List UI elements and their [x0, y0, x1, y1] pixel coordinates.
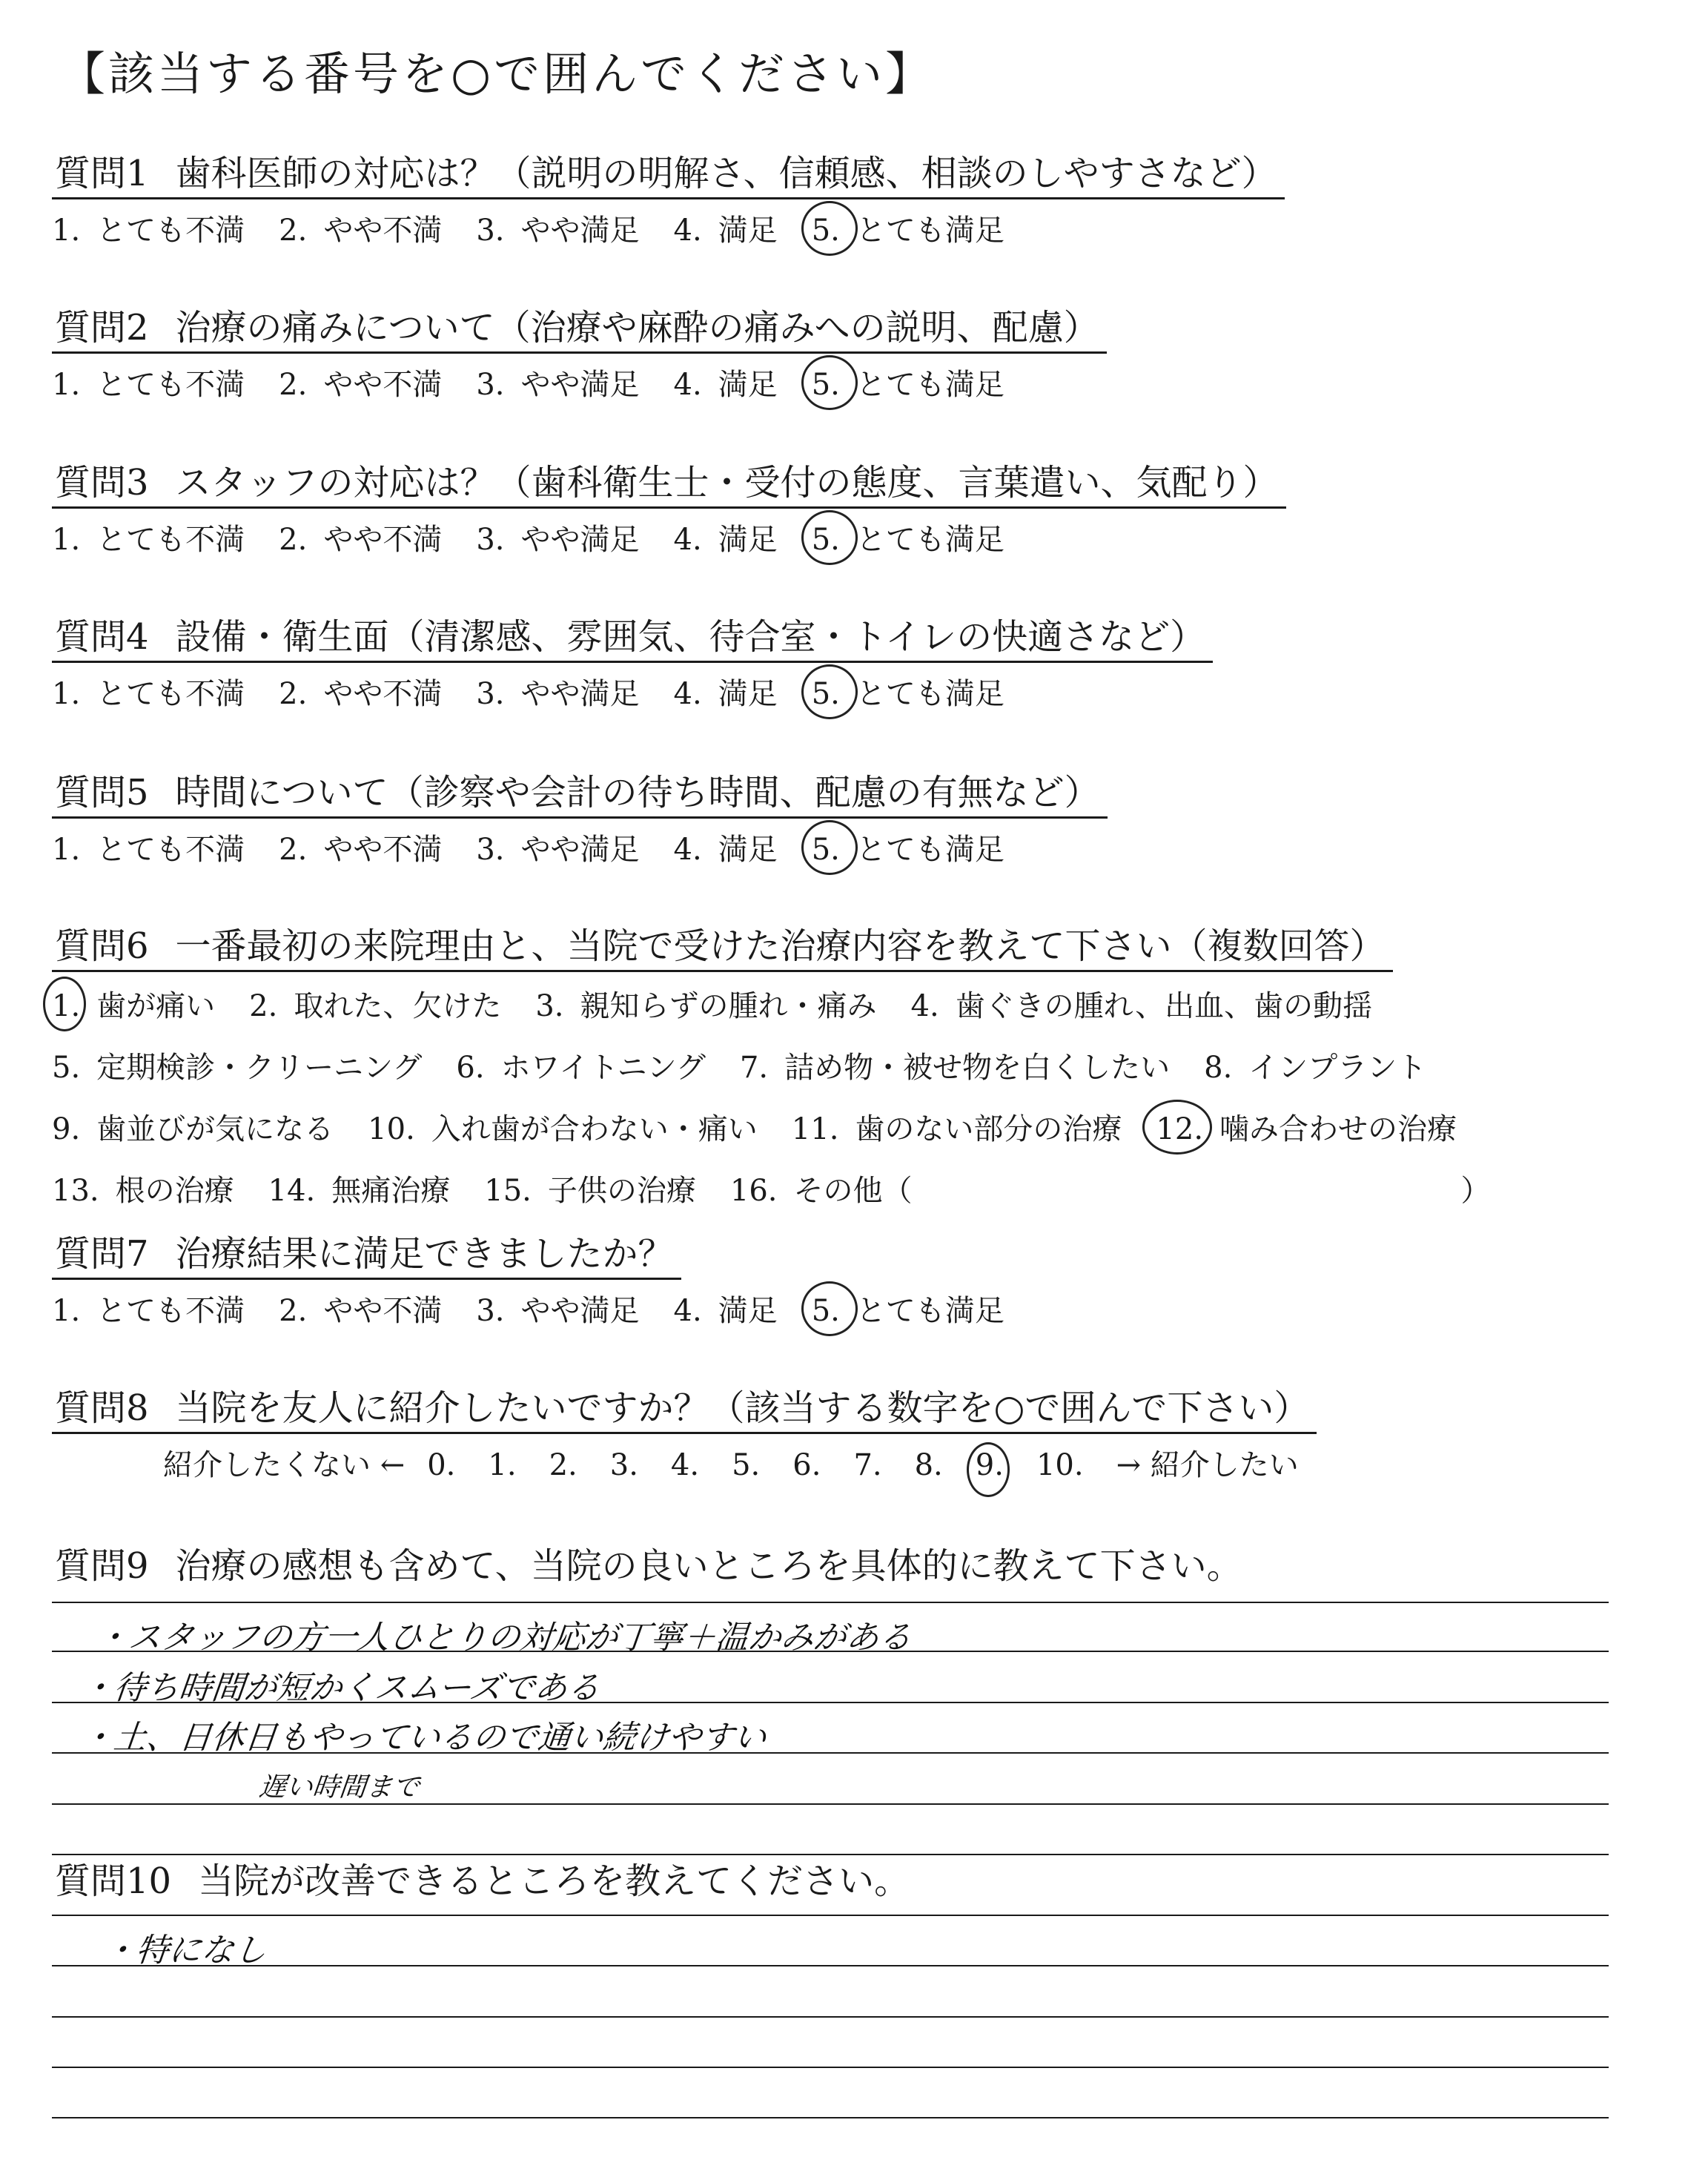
nps-scale — [163, 1441, 1321, 1484]
option-1[interactable]: 1. とても不満 — [52, 368, 245, 402]
options — [52, 207, 1285, 249]
option-7[interactable]: 7. 詰め物・被せ物を白くしたい — [739, 1051, 1171, 1085]
question-text: 一番最初の来院理由と、当院で受けた治療内容を教えて下さい（複数回答） — [175, 925, 1386, 967]
handwritten-answer: ・スタッフの方一人ひとりの対応が丁寧＋温かみがある — [93, 1619, 914, 1657]
option-5-selected[interactable]: 5. とても満足 — [811, 1294, 1004, 1328]
question-text: 治療結果に満足できましたか？ — [175, 1233, 674, 1275]
option-16[interactable]: 16. その他（ ） — [730, 1167, 1491, 1209]
options — [52, 1287, 1039, 1330]
options — [52, 516, 1286, 558]
question-number: 質問7 — [55, 1233, 149, 1275]
option-4[interactable]: 4. 満足 — [673, 214, 778, 248]
score-0[interactable]: 0. — [427, 1448, 456, 1482]
question-10 — [52, 1852, 917, 1905]
answer-line — [52, 2067, 1609, 2068]
question-number: 質問4 — [55, 616, 149, 658]
option-5-selected[interactable]: 5. とても満足 — [811, 523, 1004, 557]
option-2[interactable]: 2. やや不満 — [279, 1294, 443, 1328]
option-2[interactable]: 2. 取れた、欠けた — [249, 989, 502, 1023]
question-number: 質問3 — [55, 462, 149, 503]
score-4[interactable]: 4. — [670, 1448, 700, 1482]
option-4[interactable]: 4. 満足 — [673, 368, 778, 402]
option-4[interactable]: 4. 歯ぐきの腫れ、出血、歯の動揺 — [910, 989, 1373, 1023]
option-2[interactable]: 2. やや不満 — [279, 833, 443, 867]
option-8[interactable]: 8. インプラント — [1204, 1051, 1427, 1085]
question-text: スタッフの対応は？（歯科衛生士・受付の態度、言葉遣い、気配り） — [175, 462, 1279, 503]
option-11[interactable]: 11. 歯のない部分の治療 — [791, 1112, 1122, 1146]
score-7[interactable]: 7. — [853, 1448, 882, 1482]
question-text: 当院が改善できるところを教えてください。 — [198, 1860, 910, 1902]
score-9-selected[interactable]: 9. — [975, 1448, 1004, 1482]
question-number: 質問2 — [55, 307, 149, 349]
options — [52, 826, 1108, 868]
option-2[interactable]: 2. やや不満 — [279, 523, 443, 557]
option-10[interactable]: 10. 入れ歯が合わない・痛い — [368, 1112, 758, 1146]
options — [52, 361, 1107, 403]
question-4 — [52, 608, 1213, 713]
answer-line — [52, 2117, 1609, 2118]
option-15[interactable]: 15. 子供の治療 — [484, 1174, 696, 1208]
option-3[interactable]: 3. やや満足 — [476, 523, 640, 557]
option-2[interactable]: 2. やや不満 — [279, 368, 443, 402]
page-title: 【該当する番号を○で囲んでください】 — [59, 47, 935, 101]
option-1[interactable]: 1. とても不満 — [52, 1294, 245, 1328]
score-3[interactable]: 3. — [609, 1448, 638, 1482]
option-13[interactable]: 13. 根の治療 — [52, 1174, 234, 1208]
option-5[interactable]: 5. 定期検診・クリーニング — [52, 1051, 423, 1085]
option-5-selected[interactable]: 5. とても満足 — [811, 833, 1004, 867]
score-2[interactable]: 2. — [549, 1448, 577, 1482]
scale-low-label: 紹介したくない ← — [163, 1448, 406, 1482]
option-1[interactable]: 1. とても不満 — [52, 677, 245, 711]
option-9[interactable]: 9. 歯並びが気になる — [52, 1112, 334, 1146]
question-text: 歯科医師の対応は？（説明の明解さ、信頼感、相談のしやすさなど） — [175, 153, 1277, 194]
option-6[interactable]: 6. ホワイトニング — [456, 1051, 706, 1085]
options — [52, 982, 1525, 1209]
option-4[interactable]: 4. 満足 — [673, 833, 778, 867]
option-4[interactable]: 4. 満足 — [673, 523, 778, 557]
question-text: 設備・衛生面（清潔感、雰囲気、待合室・トイレの快適さなど） — [175, 616, 1206, 658]
question-number: 質問1 — [55, 153, 149, 194]
scale-high-label: → 紹介したい — [1116, 1448, 1299, 1482]
question-6 — [52, 917, 1525, 1229]
answer-line — [52, 2016, 1609, 2018]
options — [52, 670, 1213, 713]
question-text: 当院を友人に紹介したいですか？（該当する数字を○で囲んで下さい） — [175, 1387, 1310, 1429]
option-1[interactable]: 1. とても不満 — [52, 833, 245, 867]
question-9 — [52, 1537, 1250, 1590]
question-3 — [52, 454, 1286, 558]
option-2[interactable]: 2. やや不満 — [279, 214, 443, 248]
answer-line — [52, 1915, 1609, 1916]
score-6[interactable]: 6. — [792, 1448, 821, 1482]
option-5-selected[interactable]: 5. とても満足 — [811, 214, 1004, 248]
question-text: 時間について（診察や会計の待ち時間、配慮の有無など） — [175, 772, 1100, 813]
question-7 — [52, 1225, 1039, 1330]
option-12-selected[interactable]: 12. 噛み合わせの治療 — [1156, 1112, 1457, 1146]
option-5-selected[interactable]: 5. とても満足 — [811, 368, 1004, 402]
option-3[interactable]: 3. やや満足 — [476, 677, 640, 711]
option-5-selected[interactable]: 5. とても満足 — [811, 677, 1004, 711]
option-3[interactable]: 3. 親知らずの腫れ・痛み — [535, 989, 877, 1023]
score-8[interactable]: 8. — [914, 1448, 943, 1482]
question-number: 質問10 — [55, 1860, 172, 1902]
option-3[interactable]: 3. やや満足 — [476, 368, 640, 402]
option-4[interactable]: 4. 満足 — [673, 677, 778, 711]
answer-line — [52, 1965, 1609, 1966]
handwritten-answer: ・土、日休日もやっているので通い続けやすい — [79, 1719, 769, 1757]
handwritten-answer: ・特になし — [101, 1932, 269, 1969]
question-number: 質問8 — [55, 1387, 149, 1429]
question-2 — [52, 299, 1107, 403]
question-number: 質問6 — [55, 925, 149, 967]
question-1 — [52, 145, 1285, 249]
score-1[interactable]: 1. — [488, 1448, 517, 1482]
handwritten-insertion: 遅い時間まで — [257, 1772, 421, 1803]
question-text: 治療の痛みについて（治療や麻酔の痛みへの説明、配慮） — [175, 307, 1099, 349]
score-5[interactable]: 5. — [732, 1448, 761, 1482]
question-8 — [52, 1379, 1321, 1484]
option-14[interactable]: 14. 無痛治療 — [268, 1174, 451, 1208]
handwritten-answer: ・待ち時間が短かくスムーズである — [79, 1669, 602, 1707]
option-3[interactable]: 3. やや満足 — [476, 214, 640, 248]
question-5 — [52, 764, 1108, 868]
question-number: 質問9 — [55, 1545, 149, 1587]
option-1[interactable]: 1. とても不満 — [52, 523, 245, 557]
question-number: 質問5 — [55, 772, 149, 813]
option-1[interactable]: 1. とても不満 — [52, 214, 245, 248]
option-2[interactable]: 2. やや不満 — [279, 677, 443, 711]
option-3[interactable]: 3. やや満足 — [476, 1294, 640, 1328]
option-1-selected[interactable]: 1. 歯が痛い — [52, 989, 216, 1023]
score-10[interactable]: 10. — [1036, 1448, 1084, 1482]
option-3[interactable]: 3. やや満足 — [476, 833, 640, 867]
other-paren-close: ） — [1460, 1174, 1491, 1208]
question-text: 治療の感想も含めて、当院の良いところを具体的に教えて下さい。 — [175, 1545, 1242, 1587]
option-4[interactable]: 4. 満足 — [673, 1294, 778, 1328]
answer-line — [52, 1602, 1609, 1603]
